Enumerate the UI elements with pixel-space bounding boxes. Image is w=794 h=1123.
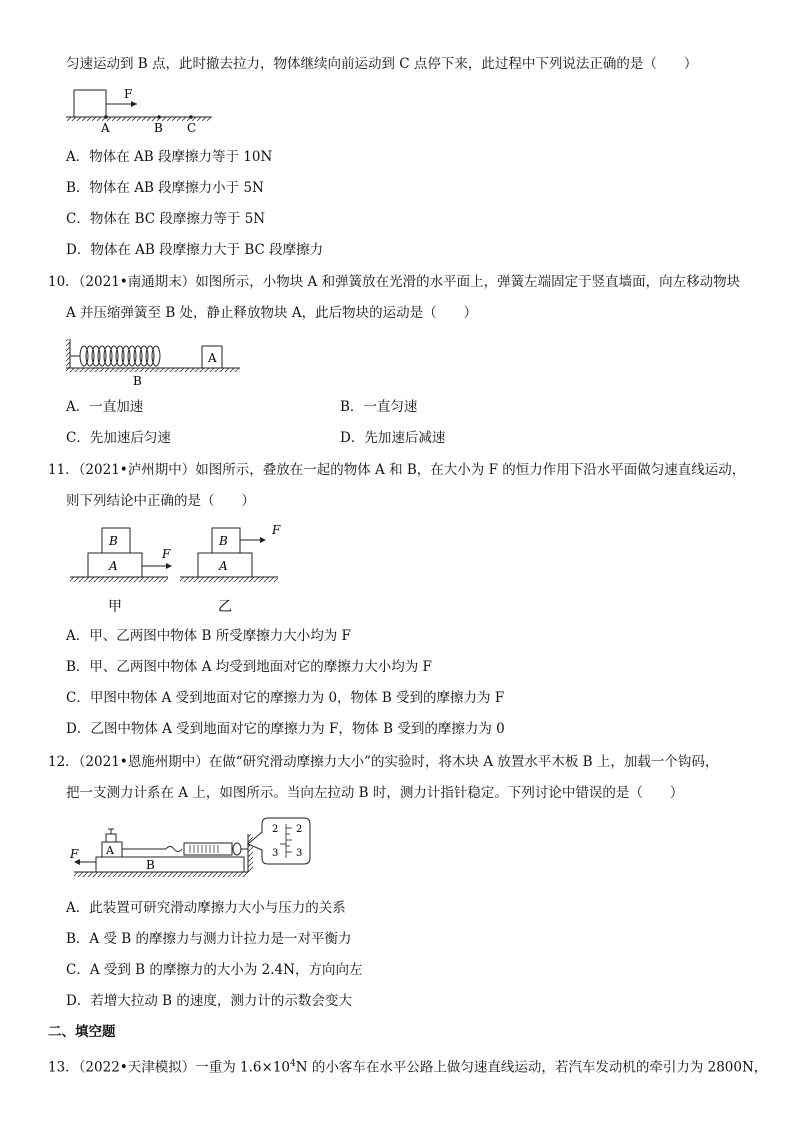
q9-point-b: B [154, 121, 163, 135]
q9-option-c[interactable]: C．物体在 BC 段摩擦力等于 5N [66, 211, 266, 227]
q9-option-d[interactable]: D．物体在 AB 段摩擦力大于 BC 段摩擦力 [66, 242, 324, 258]
q10-option-c[interactable]: C．先加速后匀速 [66, 430, 171, 446]
q12-option-b[interactable]: B．A 受 B 的摩擦力与测力计拉力是一对平衡力 [66, 931, 352, 947]
q10-option-a[interactable]: A．一直加速 [66, 399, 144, 415]
q10-figure [62, 335, 247, 390]
q10-block-label: A [208, 351, 217, 365]
q12-board-b [96, 857, 244, 872]
q12-stem-line1: 12．（2021•恩施州期中）在做“研究滑动摩擦力大小”的实验时，将木块 A 放置水平木板 B 上，加载一个钩码， [48, 754, 719, 770]
q13-exponent: 4 [290, 1059, 296, 1069]
q11-yi-a-label: A [219, 559, 228, 573]
q12-figure [66, 814, 326, 889]
q12-stem-line2: 把一支测力计系在 A 上，如图所示。当向左拉动 B 时，测力计指针稳定。下列讨论中错误的是（ ） [66, 785, 684, 801]
q11-figure-jia [70, 528, 172, 615]
q11-option-c[interactable]: C．甲图中物体 A 受到地面对它的摩擦力为 0，物体 B 受到的摩擦力为 F [66, 690, 505, 706]
q11-jia-force: F [162, 547, 171, 561]
q10-stem-line1: 10．（2021•南通期末）如图所示，小物块 A 和弹簧放在光滑的水平面上，弹簧左端固定于竖直墙面，向左移动物块 [48, 274, 741, 290]
q10-stem-line2: A 并压缩弹簧至 B 处，静止释放物块 A，此后物块的运动是（ ） [66, 305, 478, 321]
q11-option-a[interactable]: A．甲、乙两图中物体 B 所受摩擦力大小均为 F [66, 628, 351, 644]
q11-figure [66, 520, 296, 620]
q11-jia-b-label: B [109, 534, 118, 548]
q12-block-label: A [106, 844, 114, 857]
q12-scale-top: 2 [272, 824, 279, 835]
q11-stem-line1: 11．（2021•泸州期中）如图所示，叠放在一起的物体 A 和 B，在大小为 F 的恒力作用下沿水平面做匀速直线运动， [48, 462, 746, 478]
q10-point-b: B [133, 374, 142, 388]
q9-option-a[interactable]: A．物体在 AB 段摩擦力等于 10N [66, 149, 273, 165]
q12-force-label: F [70, 847, 79, 861]
q12-scale-top-right: 2 [296, 824, 303, 835]
q12-option-d[interactable]: D．若增大拉动 B 的速度，测力计的示数会变大 [66, 993, 352, 1009]
q11-stem-line2: 则下列结论中正确的是（ ） [66, 493, 255, 509]
q9-point-a: A [101, 121, 110, 135]
q11-option-b[interactable]: B．甲、乙两图中物体 A 均受到地面对它的摩擦力大小均为 F [66, 659, 432, 675]
q12-board-label: B [146, 858, 155, 872]
q11-option-d[interactable]: D．乙图中物体 A 受到地面对它的摩擦力为 F，物体 B 受到的摩擦力为 0 [66, 721, 505, 737]
q12-option-c[interactable]: C．A 受到 B 的摩擦力的大小为 2.4N，方向向左 [66, 962, 363, 978]
q12-scale-bottom-right: 3 [296, 848, 303, 859]
q12-option-a[interactable]: A．此装置可研究滑动摩擦力大小与压力的关系 [66, 900, 346, 916]
q11-jia-a-label: A [109, 559, 118, 573]
q11-label-yi: 乙 [218, 599, 232, 615]
q9-stem: 匀速运动到 B 点，此时撤去拉力，物体继续向前运动到 C 点停下来，此过程中下列说法正确的是（ ） [66, 56, 698, 72]
q10-spring [70, 346, 160, 366]
q13-stem-pre: 13．（2022•天津模拟）一重为 1.6×10 [48, 1059, 290, 1076]
q9-force-label: F [124, 87, 133, 101]
q11-yi-b-label: B [219, 534, 228, 548]
q12-scale-bottom: 3 [272, 848, 279, 859]
q9-figure [62, 86, 222, 136]
q9-point-c: C [187, 121, 197, 135]
q13-stem-post: N 的小客车在水平公路上做匀速直线运动，若汽车发动机的牵引力为 2800N， [295, 1059, 768, 1076]
q11-label-jia: 甲 [108, 599, 122, 615]
section-title-fill-in: 二、填空题 [48, 1024, 116, 1040]
q9-block [74, 90, 106, 117]
q10-option-d[interactable]: D．先加速后减速 [340, 430, 446, 446]
q12-spring-scale [184, 843, 232, 855]
q11-figure-yi [180, 523, 281, 615]
q12-hook-weight [106, 834, 116, 842]
q10-option-b[interactable]: B．一直匀速 [340, 399, 418, 415]
q11-yi-force: F [272, 523, 281, 537]
q9-option-b[interactable]: B．物体在 AB 段摩擦力小于 5N [66, 180, 264, 196]
q13-stem [48, 1054, 767, 1078]
